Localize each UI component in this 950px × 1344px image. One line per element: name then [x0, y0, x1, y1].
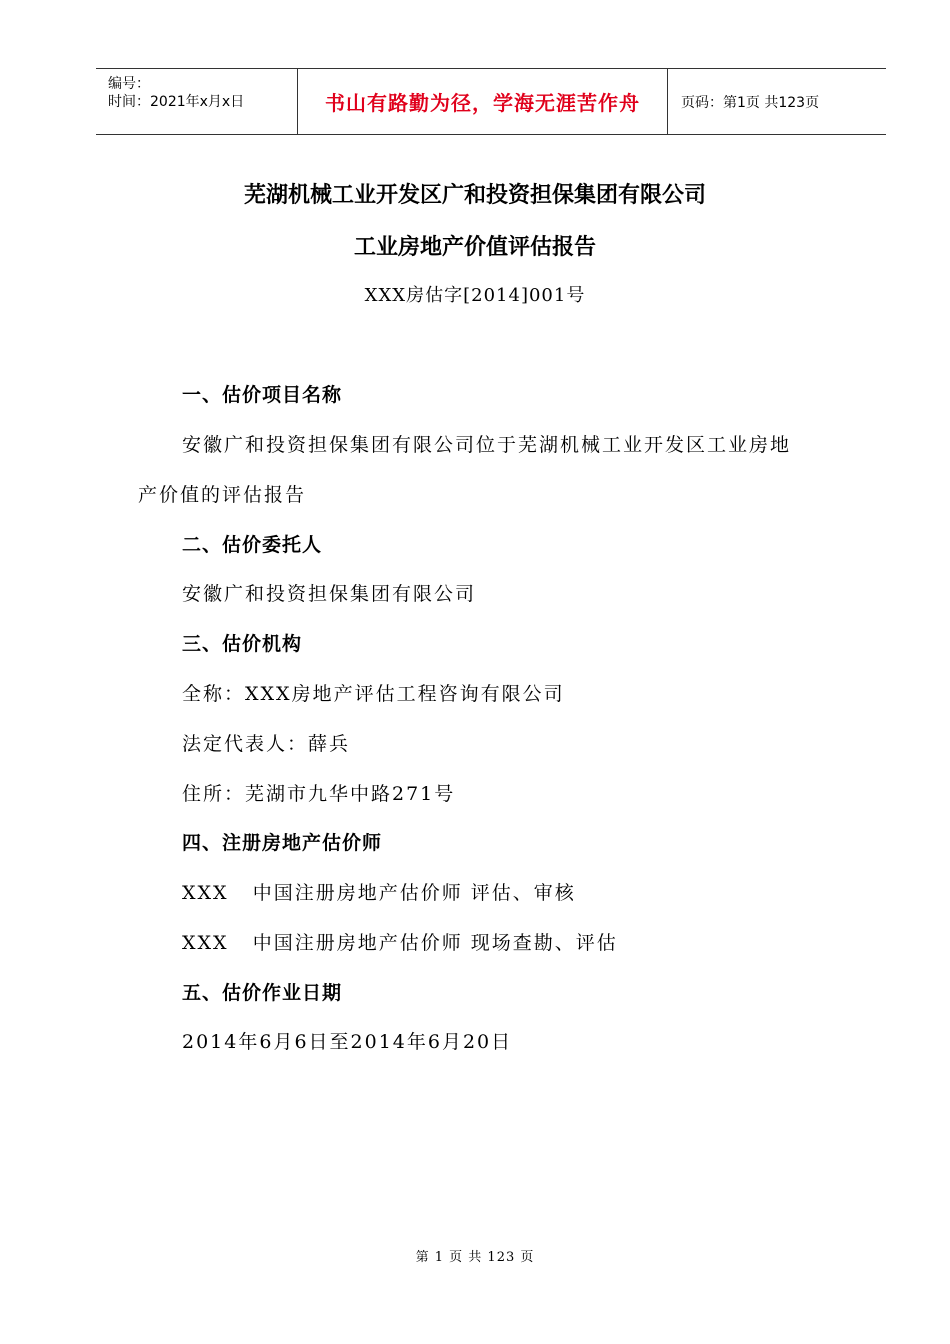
section-heading-3: 三、估价机构 [182, 633, 303, 655]
header-motto-cell [298, 69, 668, 134]
document-number: XXX房估字[2014]001号 [364, 285, 586, 306]
time-label: 时间：2021年x月x日 [108, 94, 245, 110]
section-heading-5: 五、估价作业日期 [182, 982, 343, 1004]
section-5-line-1: 2014年6月6日至2014年6月20日 [182, 1031, 513, 1053]
header-info-cell [96, 69, 298, 134]
section-4-line-2: XXX 中国注册房地产估价师 现场查勘、评估 [182, 932, 618, 954]
motto-text: 书山有路勤为径，学海无涯苦作舟 [325, 91, 640, 115]
number-label: 编号： [108, 76, 150, 92]
header-page-cell [668, 69, 886, 134]
section-heading-1: 一、估价项目名称 [182, 384, 343, 406]
section-3-line-3: 住所：芜湖市九华中路271号 [182, 783, 456, 805]
page-label: 页码：第1页 共123页 [681, 94, 820, 111]
section-3-line-1: 全称：XXX房地产评估工程咨询有限公司 [182, 683, 565, 705]
section-4-line-1: XXX 中国注册房地产估价师 评估、审核 [182, 882, 576, 904]
header-table [96, 68, 886, 135]
section-heading-4: 四、注册房地产估价师 [182, 832, 383, 854]
section-2-line-1: 安徽广和投资担保集团有限公司 [182, 583, 477, 605]
page-footer: 第 1 页 共 123 页 [415, 1250, 535, 1265]
document-title-line2: 工业房地产价值评估报告 [353, 235, 596, 260]
section-heading-2: 二、估价委托人 [182, 534, 323, 556]
document-title-line1: 芜湖机械工业开发区广和投资担保集团有限公司 [243, 183, 706, 208]
section-3-line-2: 法定代表人：薛兵 [182, 733, 351, 755]
section-1-line-2: 产价值的评估报告 [138, 484, 307, 506]
section-1-line-1: 安徽广和投资担保集团有限公司位于芜湖机械工业开发区工业房地 [182, 434, 792, 456]
